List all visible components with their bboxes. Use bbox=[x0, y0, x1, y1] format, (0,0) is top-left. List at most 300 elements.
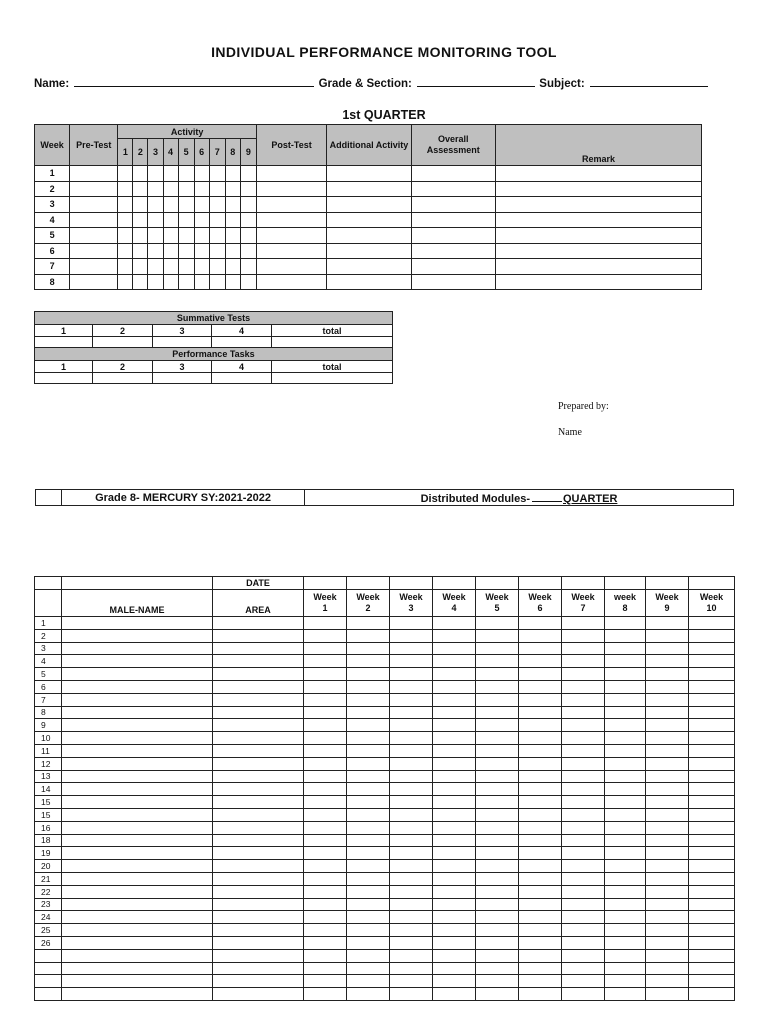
score-cell[interactable] bbox=[495, 212, 701, 228]
student-name-cell[interactable] bbox=[62, 629, 213, 642]
week-cell[interactable] bbox=[433, 693, 476, 706]
week-cell[interactable] bbox=[605, 642, 646, 655]
week-cell[interactable] bbox=[519, 821, 562, 834]
week-cell[interactable] bbox=[605, 924, 646, 937]
week-cell[interactable] bbox=[433, 770, 476, 783]
week-cell[interactable] bbox=[605, 796, 646, 809]
week-cell[interactable] bbox=[304, 706, 347, 719]
score-cell[interactable] bbox=[70, 259, 118, 275]
week-cell[interactable] bbox=[433, 744, 476, 757]
date-cell[interactable] bbox=[605, 577, 646, 590]
student-name-cell[interactable] bbox=[62, 962, 213, 975]
score-cell[interactable] bbox=[327, 181, 411, 197]
student-name-cell[interactable] bbox=[62, 975, 213, 988]
week-cell[interactable] bbox=[347, 847, 390, 860]
score-cell[interactable] bbox=[256, 212, 326, 228]
student-name-cell[interactable] bbox=[62, 719, 213, 732]
week-cell[interactable] bbox=[562, 668, 605, 681]
score-cell[interactable] bbox=[225, 259, 240, 275]
date-cell[interactable] bbox=[347, 577, 390, 590]
score-cell[interactable] bbox=[327, 274, 411, 290]
week-cell[interactable] bbox=[433, 898, 476, 911]
area-cell[interactable] bbox=[213, 668, 304, 681]
week-cell[interactable] bbox=[304, 655, 347, 668]
week-cell[interactable] bbox=[433, 860, 476, 873]
score-cell[interactable] bbox=[240, 228, 256, 244]
area-cell[interactable] bbox=[213, 860, 304, 873]
area-cell[interactable] bbox=[213, 617, 304, 630]
week-cell[interactable] bbox=[646, 885, 689, 898]
week-cell[interactable] bbox=[433, 834, 476, 847]
week-cell[interactable] bbox=[390, 796, 433, 809]
week-cell[interactable] bbox=[347, 808, 390, 821]
week-cell[interactable] bbox=[519, 796, 562, 809]
week-cell[interactable] bbox=[605, 744, 646, 757]
week-cell[interactable] bbox=[304, 770, 347, 783]
student-name-cell[interactable] bbox=[62, 872, 213, 885]
week-cell[interactable] bbox=[304, 680, 347, 693]
student-name-cell[interactable] bbox=[62, 680, 213, 693]
week-cell[interactable] bbox=[476, 949, 519, 962]
student-name-cell[interactable] bbox=[62, 936, 213, 949]
week-cell[interactable] bbox=[519, 719, 562, 732]
score-cell[interactable] bbox=[495, 228, 701, 244]
week-cell[interactable] bbox=[304, 975, 347, 988]
date-cell[interactable] bbox=[562, 577, 605, 590]
week-cell[interactable] bbox=[605, 872, 646, 885]
week-cell[interactable] bbox=[476, 962, 519, 975]
score-cell[interactable] bbox=[133, 212, 148, 228]
week-cell[interactable] bbox=[433, 668, 476, 681]
week-cell[interactable] bbox=[562, 719, 605, 732]
score-cell[interactable] bbox=[495, 243, 701, 259]
performance-tasks-score-cell[interactable] bbox=[93, 373, 153, 384]
week-cell[interactable] bbox=[689, 706, 735, 719]
score-cell[interactable] bbox=[194, 212, 209, 228]
week-cell[interactable] bbox=[433, 757, 476, 770]
area-cell[interactable] bbox=[213, 821, 304, 834]
week-cell[interactable] bbox=[347, 719, 390, 732]
week-cell[interactable] bbox=[390, 847, 433, 860]
score-cell[interactable] bbox=[148, 259, 163, 275]
week-cell[interactable] bbox=[519, 975, 562, 988]
week-cell[interactable] bbox=[646, 898, 689, 911]
week-cell[interactable] bbox=[646, 975, 689, 988]
week-cell[interactable] bbox=[605, 962, 646, 975]
week-cell[interactable] bbox=[562, 821, 605, 834]
score-cell[interactable] bbox=[133, 274, 148, 290]
week-cell[interactable] bbox=[519, 629, 562, 642]
week-cell[interactable] bbox=[646, 860, 689, 873]
week-cell[interactable] bbox=[390, 924, 433, 937]
week-cell[interactable] bbox=[476, 617, 519, 630]
week-cell[interactable] bbox=[646, 617, 689, 630]
week-cell[interactable] bbox=[433, 655, 476, 668]
score-cell[interactable] bbox=[194, 274, 209, 290]
week-cell[interactable] bbox=[476, 924, 519, 937]
score-cell[interactable] bbox=[411, 212, 495, 228]
summative-tests-score-cell[interactable] bbox=[272, 337, 393, 348]
week-cell[interactable] bbox=[562, 949, 605, 962]
score-cell[interactable] bbox=[209, 212, 225, 228]
week-cell[interactable] bbox=[433, 821, 476, 834]
week-cell[interactable] bbox=[433, 706, 476, 719]
score-cell[interactable] bbox=[209, 259, 225, 275]
student-name-cell[interactable] bbox=[62, 757, 213, 770]
week-cell[interactable] bbox=[390, 732, 433, 745]
week-cell[interactable] bbox=[390, 680, 433, 693]
score-cell[interactable] bbox=[148, 243, 163, 259]
week-cell[interactable] bbox=[519, 847, 562, 860]
week-cell[interactable] bbox=[433, 936, 476, 949]
score-cell[interactable] bbox=[256, 228, 326, 244]
performance-tasks-score-cell[interactable] bbox=[272, 373, 393, 384]
student-name-cell[interactable] bbox=[62, 808, 213, 821]
week-cell[interactable] bbox=[689, 680, 735, 693]
week-cell[interactable] bbox=[646, 783, 689, 796]
score-cell[interactable] bbox=[194, 243, 209, 259]
week-cell[interactable] bbox=[519, 680, 562, 693]
week-cell[interactable] bbox=[689, 872, 735, 885]
score-cell[interactable] bbox=[194, 166, 209, 182]
area-cell[interactable] bbox=[213, 898, 304, 911]
week-cell[interactable] bbox=[646, 847, 689, 860]
week-cell[interactable] bbox=[562, 680, 605, 693]
week-cell[interactable] bbox=[689, 668, 735, 681]
student-name-cell[interactable] bbox=[62, 655, 213, 668]
week-cell[interactable] bbox=[689, 911, 735, 924]
week-cell[interactable] bbox=[605, 693, 646, 706]
score-cell[interactable] bbox=[256, 274, 326, 290]
week-cell[interactable] bbox=[689, 744, 735, 757]
week-cell[interactable] bbox=[390, 655, 433, 668]
summative-tests-score-cell[interactable] bbox=[212, 337, 272, 348]
student-name-cell[interactable] bbox=[62, 885, 213, 898]
week-cell[interactable] bbox=[562, 629, 605, 642]
score-cell[interactable] bbox=[411, 197, 495, 213]
week-cell[interactable] bbox=[304, 757, 347, 770]
week-cell[interactable] bbox=[476, 770, 519, 783]
area-cell[interactable] bbox=[213, 847, 304, 860]
area-cell[interactable] bbox=[213, 962, 304, 975]
week-cell[interactable] bbox=[476, 719, 519, 732]
score-cell[interactable] bbox=[148, 228, 163, 244]
week-cell[interactable] bbox=[347, 949, 390, 962]
score-cell[interactable] bbox=[118, 243, 133, 259]
week-cell[interactable] bbox=[433, 872, 476, 885]
score-cell[interactable] bbox=[70, 274, 118, 290]
week-cell[interactable] bbox=[390, 988, 433, 1001]
week-cell[interactable] bbox=[476, 706, 519, 719]
score-cell[interactable] bbox=[240, 274, 256, 290]
score-cell[interactable] bbox=[209, 243, 225, 259]
date-cell[interactable] bbox=[390, 577, 433, 590]
score-cell[interactable] bbox=[133, 166, 148, 182]
week-cell[interactable] bbox=[476, 834, 519, 847]
week-cell[interactable] bbox=[347, 706, 390, 719]
week-cell[interactable] bbox=[476, 783, 519, 796]
summative-tests-score-cell[interactable] bbox=[35, 337, 93, 348]
score-cell[interactable] bbox=[70, 228, 118, 244]
week-cell[interactable] bbox=[519, 885, 562, 898]
subject-blank[interactable] bbox=[590, 75, 708, 87]
score-cell[interactable] bbox=[178, 166, 194, 182]
score-cell[interactable] bbox=[256, 243, 326, 259]
score-cell[interactable] bbox=[327, 228, 411, 244]
week-cell[interactable] bbox=[433, 988, 476, 1001]
score-cell[interactable] bbox=[118, 181, 133, 197]
week-cell[interactable] bbox=[304, 847, 347, 860]
score-cell[interactable] bbox=[225, 197, 240, 213]
area-cell[interactable] bbox=[213, 719, 304, 732]
week-cell[interactable] bbox=[646, 834, 689, 847]
week-cell[interactable] bbox=[390, 783, 433, 796]
score-cell[interactable] bbox=[163, 166, 178, 182]
week-cell[interactable] bbox=[304, 821, 347, 834]
week-cell[interactable] bbox=[646, 629, 689, 642]
week-cell[interactable] bbox=[347, 668, 390, 681]
performance-tasks-score-cell[interactable] bbox=[35, 373, 93, 384]
week-cell[interactable] bbox=[347, 975, 390, 988]
week-cell[interactable] bbox=[304, 936, 347, 949]
week-cell[interactable] bbox=[390, 744, 433, 757]
week-cell[interactable] bbox=[646, 949, 689, 962]
week-cell[interactable] bbox=[689, 924, 735, 937]
week-cell[interactable] bbox=[562, 757, 605, 770]
week-cell[interactable] bbox=[476, 885, 519, 898]
week-cell[interactable] bbox=[646, 808, 689, 821]
week-cell[interactable] bbox=[390, 911, 433, 924]
week-cell[interactable] bbox=[605, 783, 646, 796]
week-cell[interactable] bbox=[562, 975, 605, 988]
score-cell[interactable] bbox=[133, 197, 148, 213]
score-cell[interactable] bbox=[163, 181, 178, 197]
week-cell[interactable] bbox=[433, 808, 476, 821]
score-cell[interactable] bbox=[495, 181, 701, 197]
score-cell[interactable] bbox=[495, 197, 701, 213]
area-cell[interactable] bbox=[213, 744, 304, 757]
week-cell[interactable] bbox=[347, 757, 390, 770]
week-cell[interactable] bbox=[689, 642, 735, 655]
score-cell[interactable] bbox=[163, 228, 178, 244]
week-cell[interactable] bbox=[476, 655, 519, 668]
week-cell[interactable] bbox=[605, 668, 646, 681]
score-cell[interactable] bbox=[163, 274, 178, 290]
week-cell[interactable] bbox=[476, 757, 519, 770]
score-cell[interactable] bbox=[194, 228, 209, 244]
week-cell[interactable] bbox=[304, 744, 347, 757]
week-cell[interactable] bbox=[347, 744, 390, 757]
week-cell[interactable] bbox=[347, 770, 390, 783]
week-cell[interactable] bbox=[519, 962, 562, 975]
week-cell[interactable] bbox=[476, 744, 519, 757]
score-cell[interactable] bbox=[327, 212, 411, 228]
week-cell[interactable] bbox=[433, 642, 476, 655]
student-name-cell[interactable] bbox=[62, 949, 213, 962]
week-cell[interactable] bbox=[519, 949, 562, 962]
week-cell[interactable] bbox=[519, 617, 562, 630]
week-cell[interactable] bbox=[519, 860, 562, 873]
week-cell[interactable] bbox=[519, 744, 562, 757]
week-cell[interactable] bbox=[390, 872, 433, 885]
week-cell[interactable] bbox=[689, 885, 735, 898]
score-cell[interactable] bbox=[225, 181, 240, 197]
week-cell[interactable] bbox=[304, 872, 347, 885]
week-cell[interactable] bbox=[304, 808, 347, 821]
score-cell[interactable] bbox=[133, 243, 148, 259]
week-cell[interactable] bbox=[605, 629, 646, 642]
week-cell[interactable] bbox=[562, 732, 605, 745]
week-cell[interactable] bbox=[562, 962, 605, 975]
score-cell[interactable] bbox=[225, 228, 240, 244]
week-cell[interactable] bbox=[390, 821, 433, 834]
week-cell[interactable] bbox=[433, 796, 476, 809]
score-cell[interactable] bbox=[194, 197, 209, 213]
week-cell[interactable] bbox=[304, 629, 347, 642]
week-cell[interactable] bbox=[433, 911, 476, 924]
week-cell[interactable] bbox=[689, 732, 735, 745]
week-cell[interactable] bbox=[562, 988, 605, 1001]
score-cell[interactable] bbox=[411, 181, 495, 197]
week-cell[interactable] bbox=[519, 706, 562, 719]
name-blank[interactable] bbox=[74, 75, 314, 87]
area-cell[interactable] bbox=[213, 732, 304, 745]
week-cell[interactable] bbox=[646, 680, 689, 693]
summative-tests-score-cell[interactable] bbox=[93, 337, 153, 348]
score-cell[interactable] bbox=[148, 181, 163, 197]
week-cell[interactable] bbox=[689, 808, 735, 821]
week-cell[interactable] bbox=[304, 911, 347, 924]
week-cell[interactable] bbox=[347, 655, 390, 668]
week-cell[interactable] bbox=[562, 860, 605, 873]
week-cell[interactable] bbox=[689, 962, 735, 975]
week-cell[interactable] bbox=[689, 655, 735, 668]
week-cell[interactable] bbox=[605, 860, 646, 873]
area-cell[interactable] bbox=[213, 834, 304, 847]
score-cell[interactable] bbox=[240, 166, 256, 182]
area-cell[interactable] bbox=[213, 808, 304, 821]
student-name-cell[interactable] bbox=[62, 783, 213, 796]
week-cell[interactable] bbox=[689, 975, 735, 988]
week-cell[interactable] bbox=[433, 719, 476, 732]
week-cell[interactable] bbox=[519, 757, 562, 770]
week-cell[interactable] bbox=[347, 962, 390, 975]
week-cell[interactable] bbox=[562, 770, 605, 783]
week-cell[interactable] bbox=[433, 617, 476, 630]
week-cell[interactable] bbox=[646, 770, 689, 783]
score-cell[interactable] bbox=[148, 212, 163, 228]
area-cell[interactable] bbox=[213, 770, 304, 783]
score-cell[interactable] bbox=[256, 259, 326, 275]
week-cell[interactable] bbox=[476, 872, 519, 885]
week-cell[interactable] bbox=[646, 719, 689, 732]
week-cell[interactable] bbox=[433, 847, 476, 860]
score-cell[interactable] bbox=[225, 212, 240, 228]
area-cell[interactable] bbox=[213, 911, 304, 924]
score-cell[interactable] bbox=[327, 259, 411, 275]
score-cell[interactable] bbox=[178, 212, 194, 228]
score-cell[interactable] bbox=[411, 228, 495, 244]
week-cell[interactable] bbox=[390, 770, 433, 783]
week-cell[interactable] bbox=[689, 847, 735, 860]
week-cell[interactable] bbox=[433, 975, 476, 988]
week-cell[interactable] bbox=[304, 988, 347, 1001]
date-cell[interactable] bbox=[646, 577, 689, 590]
week-cell[interactable] bbox=[689, 757, 735, 770]
week-cell[interactable] bbox=[304, 924, 347, 937]
week-cell[interactable] bbox=[390, 808, 433, 821]
week-cell[interactable] bbox=[347, 783, 390, 796]
score-cell[interactable] bbox=[118, 228, 133, 244]
week-cell[interactable] bbox=[347, 693, 390, 706]
date-cell[interactable] bbox=[304, 577, 347, 590]
week-cell[interactable] bbox=[476, 629, 519, 642]
week-cell[interactable] bbox=[562, 885, 605, 898]
score-cell[interactable] bbox=[240, 181, 256, 197]
student-name-cell[interactable] bbox=[62, 693, 213, 706]
week-cell[interactable] bbox=[689, 783, 735, 796]
week-cell[interactable] bbox=[605, 885, 646, 898]
week-cell[interactable] bbox=[476, 898, 519, 911]
week-cell[interactable] bbox=[433, 885, 476, 898]
week-cell[interactable] bbox=[347, 898, 390, 911]
week-cell[interactable] bbox=[646, 706, 689, 719]
week-cell[interactable] bbox=[519, 911, 562, 924]
week-cell[interactable] bbox=[605, 808, 646, 821]
week-cell[interactable] bbox=[646, 655, 689, 668]
week-cell[interactable] bbox=[562, 936, 605, 949]
score-cell[interactable] bbox=[209, 181, 225, 197]
week-cell[interactable] bbox=[605, 936, 646, 949]
week-cell[interactable] bbox=[689, 988, 735, 1001]
student-name-cell[interactable] bbox=[62, 834, 213, 847]
week-cell[interactable] bbox=[304, 642, 347, 655]
score-cell[interactable] bbox=[163, 197, 178, 213]
score-cell[interactable] bbox=[209, 274, 225, 290]
week-cell[interactable] bbox=[476, 680, 519, 693]
score-cell[interactable] bbox=[495, 274, 701, 290]
score-cell[interactable] bbox=[148, 197, 163, 213]
student-name-cell[interactable] bbox=[62, 847, 213, 860]
week-cell[interactable] bbox=[347, 821, 390, 834]
week-cell[interactable] bbox=[347, 872, 390, 885]
area-cell[interactable] bbox=[213, 629, 304, 642]
score-cell[interactable] bbox=[178, 259, 194, 275]
week-cell[interactable] bbox=[476, 668, 519, 681]
week-cell[interactable] bbox=[390, 860, 433, 873]
score-cell[interactable] bbox=[118, 259, 133, 275]
week-cell[interactable] bbox=[433, 962, 476, 975]
week-cell[interactable] bbox=[605, 655, 646, 668]
week-cell[interactable] bbox=[646, 821, 689, 834]
week-cell[interactable] bbox=[646, 936, 689, 949]
week-cell[interactable] bbox=[562, 617, 605, 630]
student-name-cell[interactable] bbox=[62, 860, 213, 873]
week-cell[interactable] bbox=[304, 860, 347, 873]
score-cell[interactable] bbox=[194, 259, 209, 275]
area-cell[interactable] bbox=[213, 655, 304, 668]
week-cell[interactable] bbox=[390, 949, 433, 962]
date-cell[interactable] bbox=[689, 577, 735, 590]
week-cell[interactable] bbox=[519, 783, 562, 796]
week-cell[interactable] bbox=[304, 617, 347, 630]
area-cell[interactable] bbox=[213, 783, 304, 796]
week-cell[interactable] bbox=[390, 962, 433, 975]
week-cell[interactable] bbox=[476, 911, 519, 924]
area-cell[interactable] bbox=[213, 885, 304, 898]
week-cell[interactable] bbox=[605, 719, 646, 732]
score-cell[interactable] bbox=[118, 197, 133, 213]
